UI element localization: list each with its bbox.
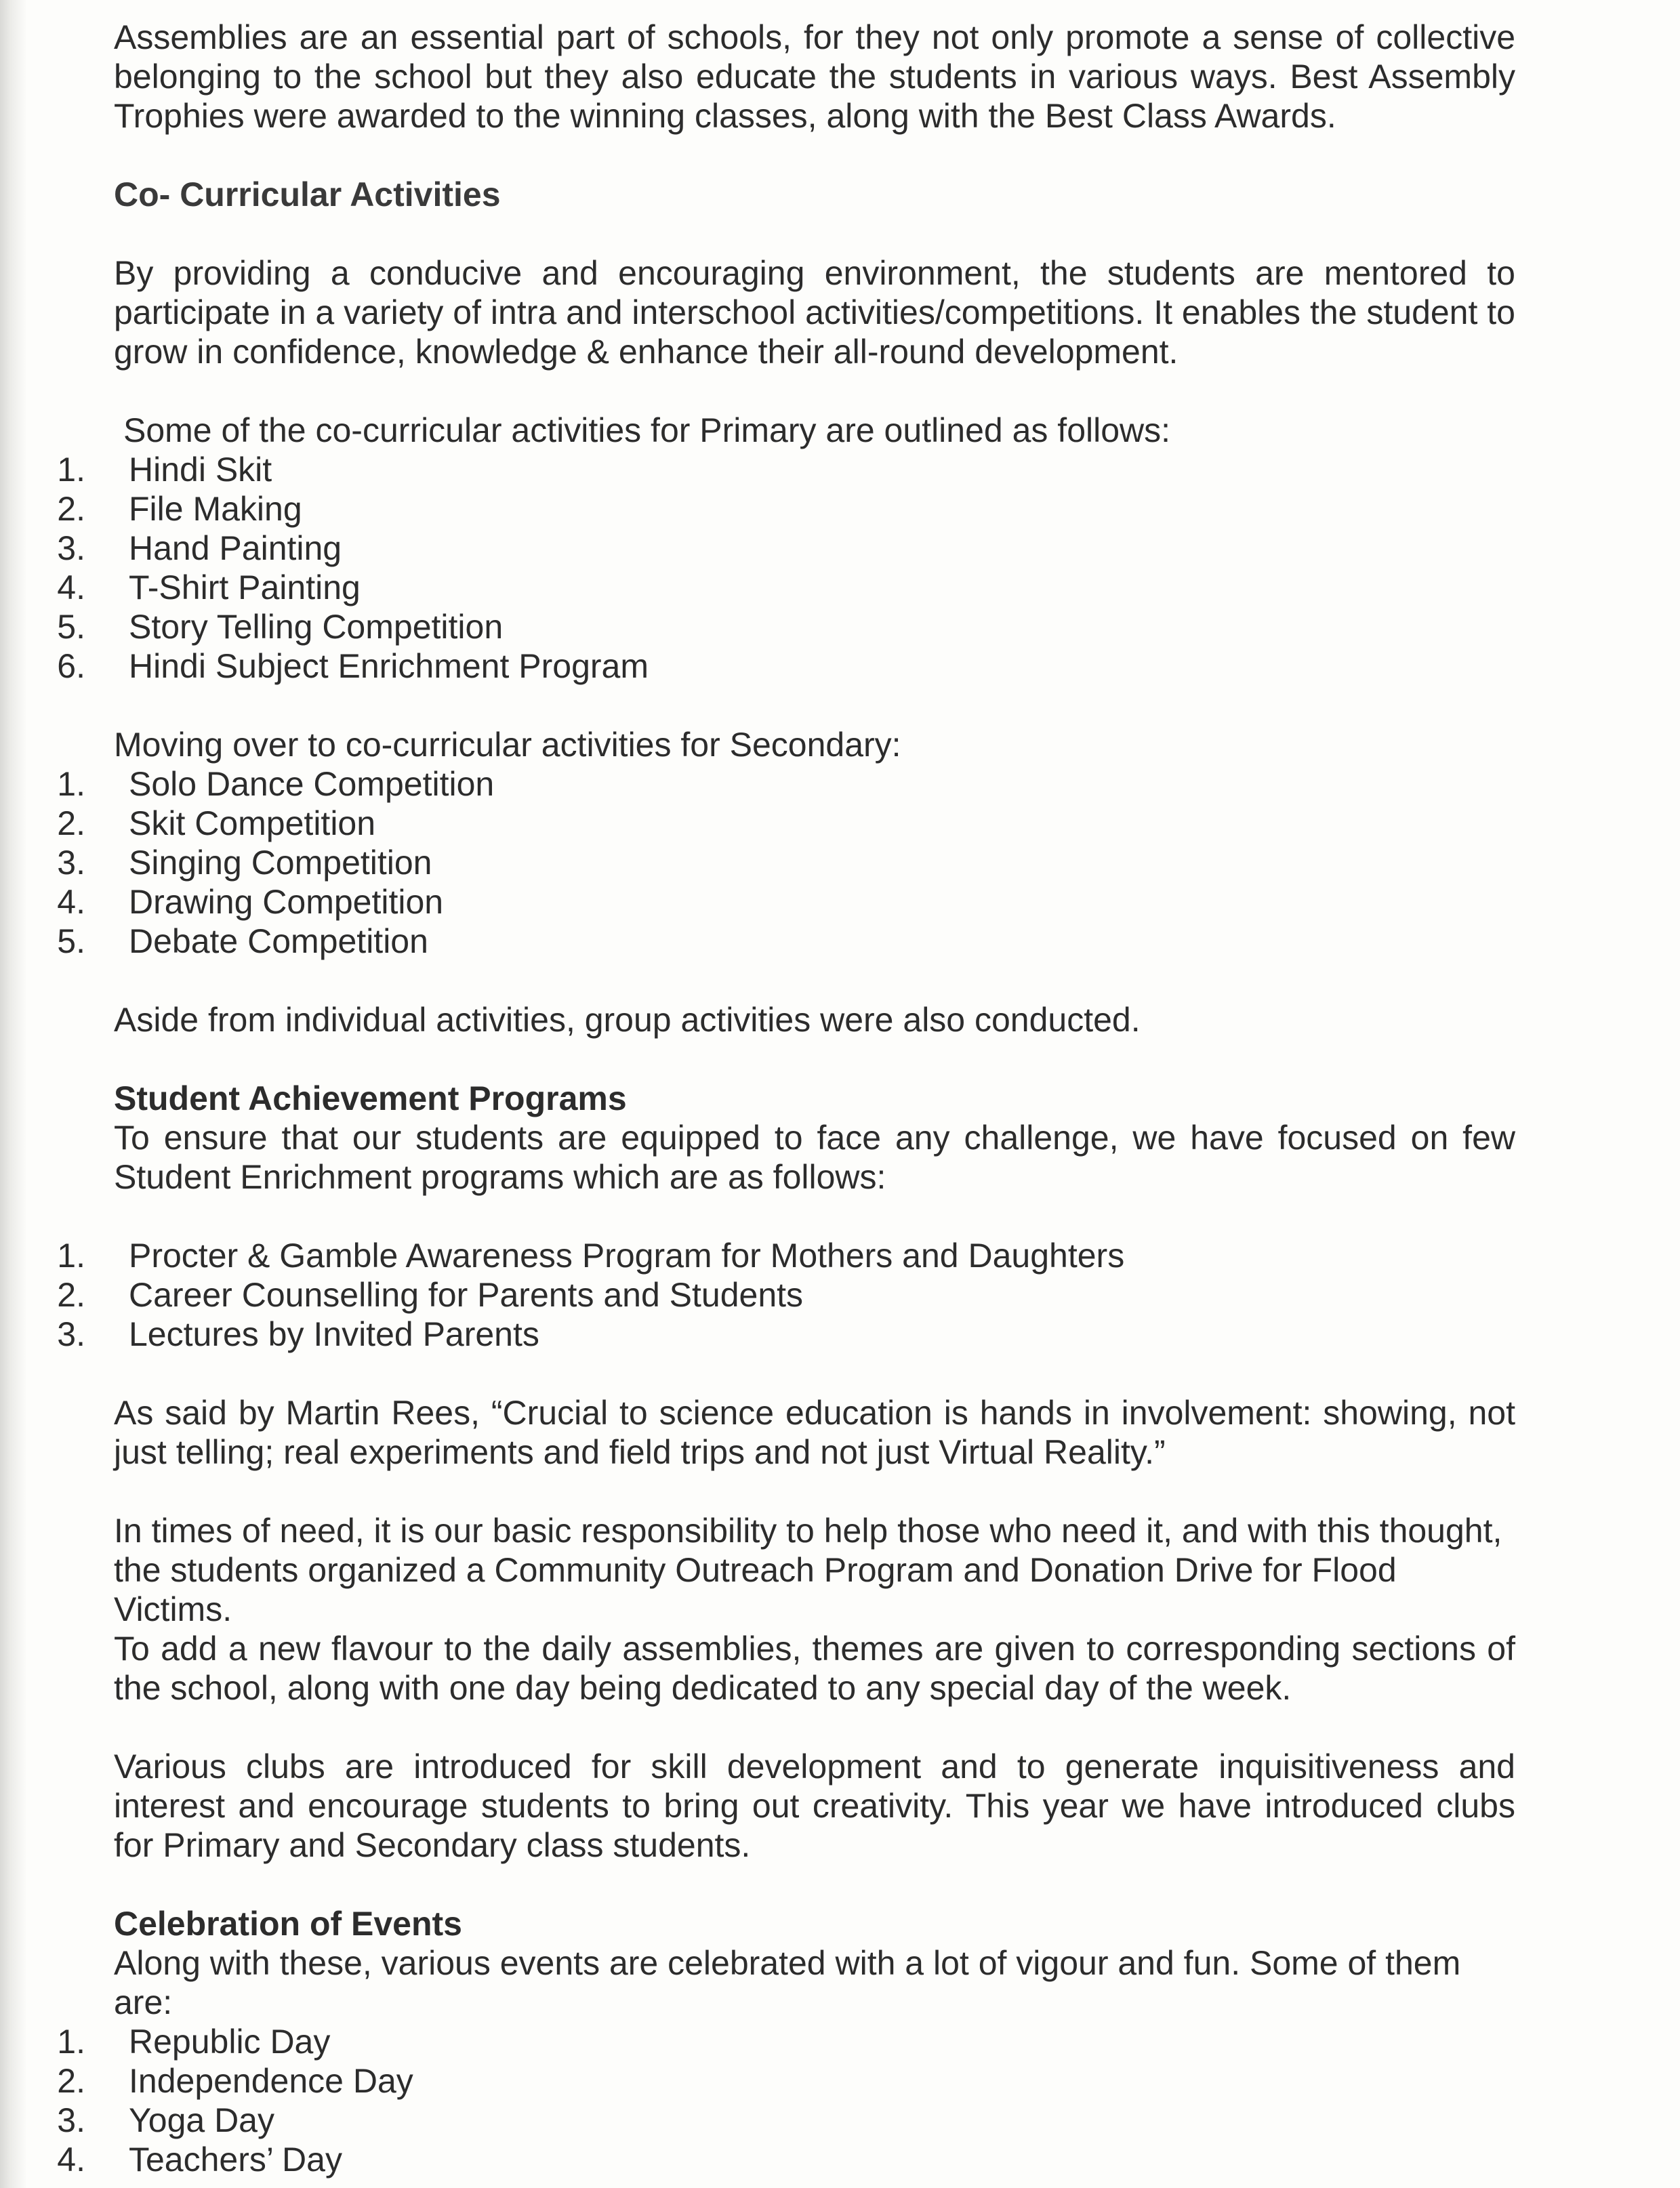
list-item: 4. Teachers’ Day [57, 2141, 342, 2179]
list-item: 1. Procter & Gamble Awareness Program for Mothers and Daughters [57, 1237, 1125, 1275]
list-item: 2. Career Counselling for Parents and Students [57, 1276, 804, 1314]
secondary-intro: Moving over to co-curricular activities for Secondary: [114, 726, 901, 764]
primary-intro: Some of the co-curricular activities for Primary are outlined as follows: [123, 411, 1171, 449]
enrichment-programs-list [57, 1236, 1515, 1354]
list-item: 3. Yoga Day [57, 2101, 274, 2139]
secondary-activities-list [57, 764, 1515, 961]
document-page [57, 18, 1515, 2179]
clubs-paragraph: Various clubs are introduced for skill development and to generate inquisitiveness and interest and encourage students to bring out creativity. This year we have introduced clubs for Primary and Secondary class students. [114, 1748, 1515, 1864]
list-item: 1. Republic Day [57, 2023, 331, 2061]
celebration-heading: Celebration of Events [114, 1905, 462, 1943]
primary-activities-list [57, 450, 1515, 686]
scan-edge-shadow [0, 0, 27, 2188]
list-item: 4. T-Shirt Painting [57, 569, 361, 606]
list-item: 3. Singing Competition [57, 844, 432, 882]
group-activities-note: Aside from individual activities, group activities were also conducted. [114, 1001, 1141, 1039]
list-item: 5. Debate Competition [57, 922, 428, 960]
co-curricular-heading: Co- Curricular Activities [114, 176, 501, 213]
list-item: 3. Lectures by Invited Parents [57, 1315, 539, 1353]
co-curricular-paragraph: By providing a conducive and encouraging environment, the students are mentored to participate in a variety of intra and interschool activities/competitions. It enables the student to grow in confidence, knowledge & enhance their all-round development. [114, 254, 1515, 371]
list-item: 4. Drawing Competition [57, 883, 444, 921]
achievement-heading: Student Achievement Programs [114, 1079, 627, 1117]
achievement-paragraph: To ensure that our students are equipped to face any challenge, we have focused on few Student Enrichment programs which are as follows: [114, 1119, 1515, 1196]
celebration-paragraph: Along with these, various events are celebrated with a lot of vigour and fun. Some of them are: [114, 1944, 1461, 2021]
assembly-themes-paragraph: To add a new flavour to the daily assemblies, themes are given to corresponding sections of the school, along with one day being dedicated to any special day of the week. [114, 1630, 1515, 1707]
list-item: 2. Independence Day [57, 2062, 413, 2100]
martin-rees-quote: As said by Martin Rees, “Crucial to science education is hands in involvement: showing, not just telling; real experiments and field trips and not just Virtual Reality.” [114, 1394, 1515, 1471]
events-list [57, 2022, 1515, 2179]
list-item: 2. File Making [57, 490, 302, 528]
list-item: 5. Story Telling Competition [57, 608, 504, 646]
outreach-paragraph: In times of need, it is our basic responsibility to help those who need it, and with this thought, the students organized a Community Outreach Program and Donation Drive for Flood Victims. [114, 1512, 1502, 1628]
list-item: 1. Hindi Skit [57, 451, 272, 489]
list-item: 2. Skit Competition [57, 804, 376, 842]
list-item: 3. Hand Painting [57, 529, 342, 567]
list-item: 6. Hindi Subject Enrichment Program [57, 647, 649, 685]
assemblies-paragraph: Assemblies are an essential part of schools, for they not only promote a sense of collective belonging to the school but they also educate the students in various ways. Best Assembly Trophies were awarded to the winning classes, along with the Best Class Awards. [114, 18, 1515, 135]
list-item: 1. Solo Dance Competition [57, 765, 495, 803]
